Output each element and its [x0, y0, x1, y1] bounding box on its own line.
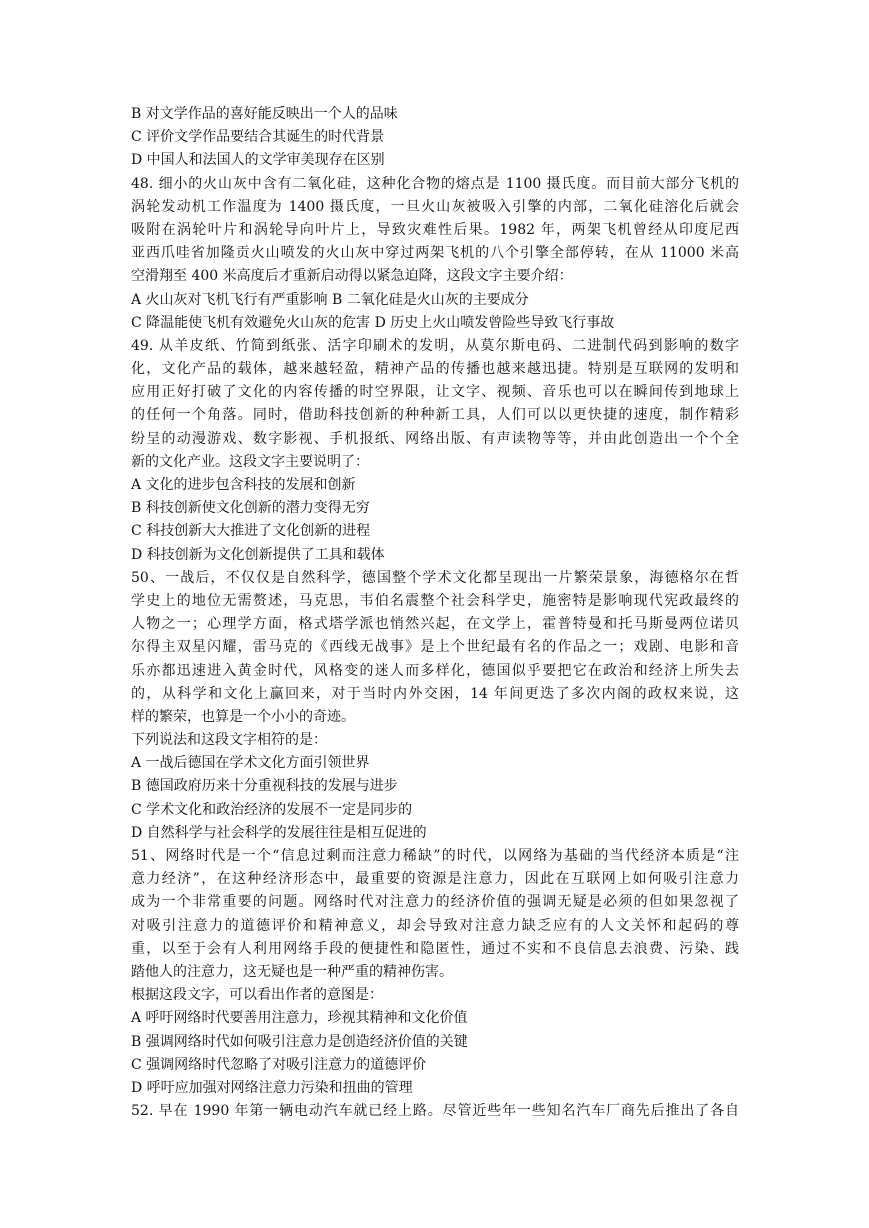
text-line: 化，文化产品的载体，越来越轻盈，精神产品的传播也越来越迅捷。特别是互联网的发明和: [131, 361, 739, 378]
text-line: 49. 从羊皮纸、竹简到纸张、活字印刷术的发明，从莫尔斯电码、二进制代码到影响的数字: [131, 337, 739, 354]
text-line-option: A 火山灰对飞机飞行有严重影响 B 二氧化硅是火山灰的主要成分: [131, 291, 529, 308]
text-line: 踏他人的注意力，这无疑也是一种严重的精神伤害。: [131, 963, 453, 980]
text-line-option: C 科技创新大大推进了文化创新的进程: [131, 523, 371, 540]
text-line-option: B 德国政府历来十分重视科技的发展与进步: [131, 778, 398, 795]
text-line-option: C 学术文化和政治经济的发展不一定是同步的: [131, 801, 413, 818]
text-line: 50、一战后，不仅仅是自然科学，德国整个学术文化都呈现出一片繁荣景象，海德格尔在哲: [131, 569, 739, 586]
text-line: 的，从科学和文化上赢回来，对于当时内外交困，14 年间更迭了多次内阁的政权来说，这: [131, 685, 739, 702]
text-line: 吸附在涡轮叶片和涡轮导向叶片上，导致灾难性后果。1982 年，两架飞机曾经从印度尼西: [131, 221, 739, 238]
text-line-option: A 一战后德国在学术文化方面引领世界: [131, 755, 370, 772]
text-line-option: C 评价文学作品要结合其诞生的时代背景: [131, 129, 385, 146]
text-line-option: 下列说法和这段文字相符的是：: [131, 732, 327, 749]
text-line-option: D 中国人和法国人的文学审美现存在区别: [131, 152, 385, 169]
text-line: 乐亦都迅速进入黄金时代，风格变的迷人而多样化，德国似乎要把它在政治和经济上所失去: [131, 662, 739, 679]
text-line: 尔得主双星闪耀，雷马克的《西线无战事》是上个世纪最有名的作品之一；戏剧、电影和音: [131, 639, 739, 656]
text-line: 涡轮发动机工作温度为 1400 摄氏度，一旦火山灰被吸入引擎的内部，二氧化硅溶化后就会: [131, 198, 739, 215]
text-line: 纷呈的动漫游戏、数字影视、手机报纸、网络出版、有声读物等等，并由此创造出一个个全: [131, 430, 739, 447]
text-line-option: B 科技创新使文化创新的潜力变得无穷: [131, 500, 370, 517]
text-line: 新的文化产业。这段文字主要说明了：: [131, 453, 369, 470]
text-line-option: A 呼吁网络时代要善用注意力，珍视其精神和文化价值: [131, 1010, 468, 1027]
text-line-option: D 科技创新为文化创新提供了工具和载体: [131, 546, 385, 563]
text-line: 亚西爪哇省加隆贡火山喷发的火山灰中穿过两架飞机的八个引擎全部停转，在从 11000 米高: [131, 245, 739, 262]
text-line-option: B 强调网络时代如何吸引注意力是创造经济价值的关键: [131, 1033, 468, 1050]
text-line: 52. 早在 1990 年第一辆电动汽车就已经上路。尽管近些年一些知名汽车厂商先后推出了各自: [131, 1103, 739, 1120]
text-line-option: 根据这段文字，可以看出作者的意图是：: [131, 987, 383, 1004]
document-page: [131, 103, 739, 1123]
text-line: 意力经济”，在这种经济形态中，最重要的资源是注意力，因此在互联网上如何吸引注意力: [131, 871, 739, 888]
text-line-option: D 自然科学与社会科学的发展往往是相互促进的: [131, 824, 427, 841]
text-line: 学史上的地位无需赘述，马克思，韦伯名震整个社会科学史，施密特是影响现代宪政最终的: [131, 592, 739, 609]
text-line-option: C 降温能使飞机有效避免火山灰的危害 D 历史上火山喷发曾险些导致飞行事故: [131, 314, 615, 331]
text-line: 空滑翔至 400 米高度后才重新启动得以紧急迫降，这段文字主要介绍：: [131, 268, 573, 285]
text-line-option: B 对文学作品的喜好能反映出一个人的品味: [131, 106, 398, 122]
text-line-option: D 呼吁应加强对网络注意力污染和扭曲的管理: [131, 1079, 413, 1096]
text-line: 人物之一；心理学方面，格式塔学派也悄然兴起，在文学上，霍普特曼和托马斯曼两位诺贝: [131, 616, 739, 633]
text-line: 重，以至于会有人利用网络手段的便捷性和隐匿性，通过不实和不良信息去浪费、污染、践: [131, 940, 739, 957]
text-line: 的任何一个角落。同时，借助科技创新的种种新工具，人们可以以更快捷的速度，制作精彩: [131, 407, 739, 424]
text-line: 成为一个非常重要的问题。网络时代对注意力的经济价值的强调无疑是必须的但如果忽视了: [131, 894, 739, 911]
text-line: 51、网络时代是一个“信息过剩而注意力稀缺”的时代，以网络为基础的当代经济本质是“注: [131, 848, 739, 864]
text-line: 样的繁荣，也算是一个小小的奇迹。: [131, 708, 355, 725]
text-line-option: C 强调网络时代忽略了对吸引注意力的道德评价: [131, 1056, 427, 1073]
text-line: 对吸引注意力的道德评价和精神意义，却会导致对注意力缺乏应有的人文关怀和起码的尊: [131, 917, 739, 934]
text-line-option: A 文化的进步包含科技的发展和创新: [131, 477, 356, 493]
text-line: 应用正好打破了文化的内容传播的时空界限，让文字、视频、音乐也可以在瞬间传到地球上: [131, 384, 739, 401]
text-line: 48. 细小的火山灰中含有二氧化硅，这种化合物的熔点是 1100 摄氏度。而目前大部分飞机的: [131, 175, 739, 192]
